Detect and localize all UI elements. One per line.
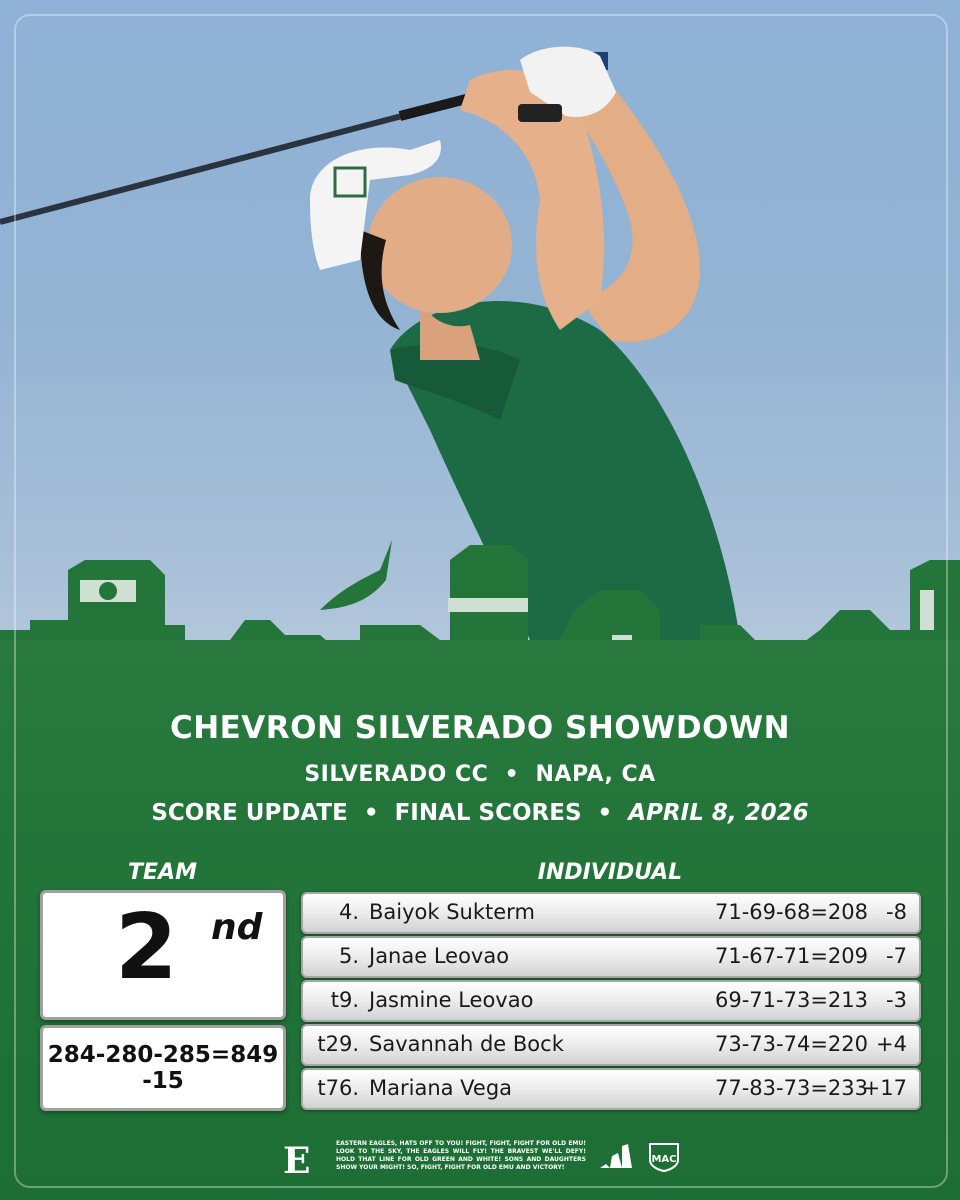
- player-position: t9.: [330, 988, 359, 1012]
- player-row: [301, 1024, 921, 1066]
- update-line: [0, 800, 960, 826]
- player-rounds: 71-69-68=208: [715, 900, 868, 924]
- player-name: Jasmine Leovao: [369, 988, 534, 1012]
- player-position: 5.: [338, 944, 359, 968]
- player-position: 4.: [338, 900, 359, 924]
- player-to-par: -7: [886, 944, 907, 968]
- player-to-par: -3: [886, 988, 907, 1012]
- player-to-par: -8: [886, 900, 907, 924]
- team-total: 284-280-285=849: [47, 1042, 279, 1068]
- update-type: SCORE UPDATE: [151, 800, 348, 826]
- team-to-par: -15: [142, 1068, 184, 1094]
- venue-line: [0, 762, 960, 787]
- round-status: FINAL SCORES: [394, 800, 582, 826]
- team-heading: TEAM: [128, 860, 197, 885]
- player-row: [301, 1068, 921, 1110]
- team-place-suffix: nd: [211, 907, 263, 948]
- separator-dot: •: [597, 800, 613, 826]
- event-title: CHEVRON SILVERADO SHOWDOWN: [169, 710, 791, 746]
- venue-name: SILVERADO CC: [304, 762, 489, 787]
- player-to-par: +4: [876, 1032, 907, 1056]
- separator-dot: •: [504, 762, 520, 787]
- adidas-icon: [598, 1144, 634, 1170]
- team-place: 2: [115, 895, 178, 1000]
- player-row: [301, 980, 921, 1022]
- individual-heading: INDIVIDUAL: [537, 860, 683, 885]
- emu-logo: E: [283, 1140, 311, 1182]
- player-name: Baiyok Sukterm: [369, 900, 535, 924]
- fight-song-text: EASTERN EAGLES, HATS OFF TO YOU! FIGHT, FIGHT, FIGHT FOR OLD EMU! LOOK TO THE SKY, THE EAGLES WILL FLY! THE BRAVEST WE'LL DEFY! HOLD THAT LINE FOR OLD GREEN AND WHITE! SONS AND DAUGHTERS SHOW YOUR MIGHT! SO, FIGHT, FIGHT FOR OLD EMU AND VICTORY!: [336, 1140, 586, 1171]
- player-position: t29.: [317, 1032, 359, 1056]
- player-row: [301, 936, 921, 978]
- event-date: APRIL 8, 2026: [628, 800, 809, 826]
- separator-dot: •: [363, 800, 379, 826]
- player-to-par: +17: [862, 1076, 907, 1100]
- player-rounds: 77-83-73=233: [715, 1076, 868, 1100]
- player-rounds: 73-73-74=220: [715, 1032, 868, 1056]
- player-name: Mariana Vega: [369, 1076, 513, 1100]
- player-rounds: 69-71-73=213: [715, 988, 868, 1012]
- player-name: Savannah de Bock: [369, 1032, 564, 1056]
- team-place-box: [40, 890, 286, 1020]
- player-row: [301, 892, 921, 934]
- player-name: Janae Leovao: [369, 944, 510, 968]
- team-score-box: [40, 1025, 286, 1111]
- player-position: t76.: [317, 1076, 359, 1100]
- mac-conference-logo: [646, 1140, 682, 1172]
- player-rounds: 71-67-71=209: [715, 944, 868, 968]
- mac-logo-text: MAC: [651, 1154, 677, 1165]
- venue-location: NAPA, CA: [535, 762, 656, 787]
